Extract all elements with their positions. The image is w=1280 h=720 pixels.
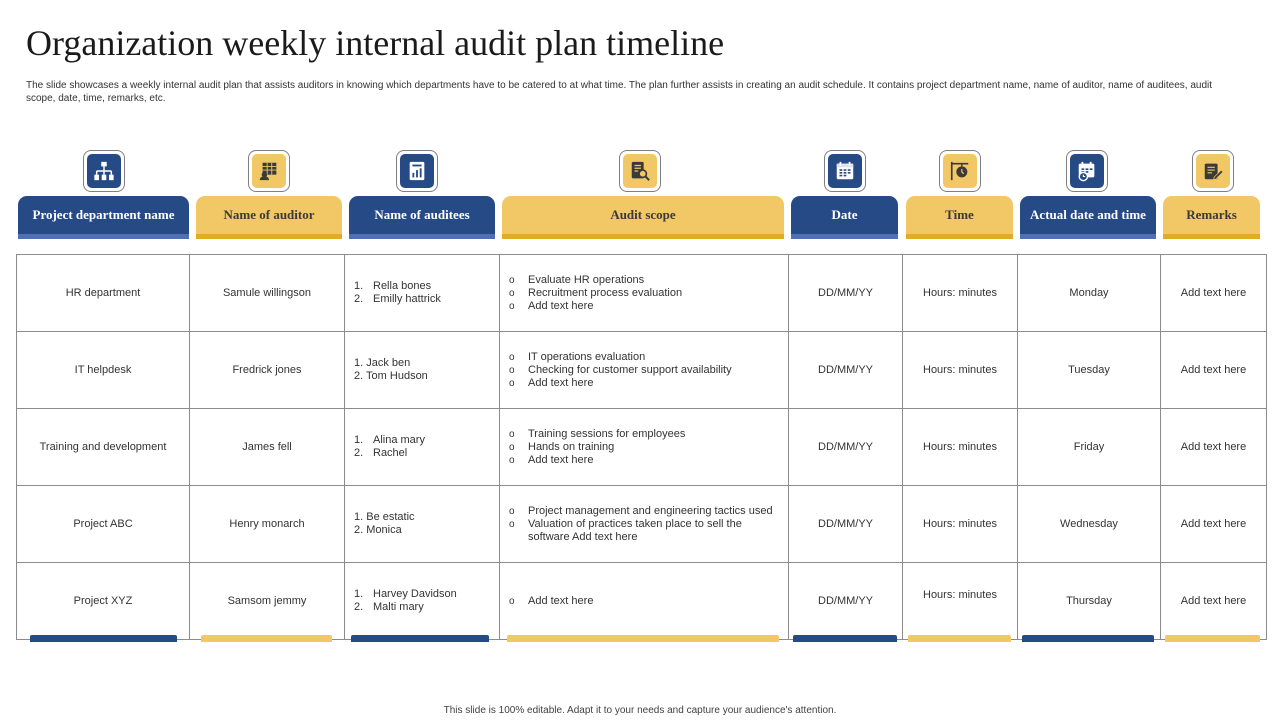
remarks-cell: Add text here xyxy=(1161,486,1267,563)
column-header-remarks: Remarks xyxy=(1163,196,1260,239)
scope-item: o Add text here xyxy=(509,453,594,466)
scope-item: o Add text here xyxy=(509,376,594,389)
scope-item: o Add text here xyxy=(509,299,594,312)
auditees-cell xyxy=(345,486,500,563)
column-footer-bar xyxy=(351,635,489,642)
column-footer-bar xyxy=(1165,635,1260,642)
auditees-cell xyxy=(345,563,500,640)
audit-scope-cell xyxy=(500,255,789,332)
column-header-auditees: Name of auditees xyxy=(349,196,495,239)
auditee-item: 2. Monica xyxy=(354,524,402,536)
date-cell: DD/MM/YY xyxy=(789,563,903,640)
clock-signboard-icon xyxy=(939,150,981,192)
auditee-item: 2. Malti mary xyxy=(354,601,424,613)
scope-item: o Project management and engineering tactics used xyxy=(509,504,773,517)
audit-scope-cell xyxy=(500,486,789,563)
auditor-cell: Samsom jemmy xyxy=(190,563,345,640)
auditees-cell xyxy=(345,332,500,409)
table-row xyxy=(17,486,1267,563)
auditee-item: 2. Emilly hattrick xyxy=(354,293,441,305)
audit-scope-cell xyxy=(500,563,789,640)
document-search-icon xyxy=(619,150,661,192)
department-cell: HR department xyxy=(17,255,190,332)
audit-scope-cell xyxy=(500,409,789,486)
department-cell: IT helpdesk xyxy=(17,332,190,409)
auditees-cell xyxy=(345,255,500,332)
time-cell: Hours: minutes xyxy=(903,486,1018,563)
column-header-audit-scope: Audit scope xyxy=(502,196,784,239)
auditor-cell: James fell xyxy=(190,409,345,486)
auditor-cell: Fredrick jones xyxy=(190,332,345,409)
remarks-cell: Add text here xyxy=(1161,563,1267,640)
remarks-cell: Add text here xyxy=(1161,409,1267,486)
time-cell: Hours: minutes xyxy=(903,332,1018,409)
column-footer-bar xyxy=(201,635,332,642)
department-cell: Project XYZ xyxy=(17,563,190,640)
calendar-icon xyxy=(824,150,866,192)
bar-chart-document-icon xyxy=(396,150,438,192)
scope-item: o Evaluate HR operations xyxy=(509,273,645,286)
spreadsheet-user-icon xyxy=(248,150,290,192)
auditee-item: 1. Alina mary xyxy=(354,434,425,446)
column-header-date: Date xyxy=(791,196,898,239)
auditee-item: 2. Rachel xyxy=(354,447,408,459)
date-cell: DD/MM/YY xyxy=(789,409,903,486)
column-footer-bar xyxy=(507,635,779,642)
column-footer-bar xyxy=(1022,635,1154,642)
column-header-actual-date-time: Actual date and time xyxy=(1020,196,1156,239)
department-cell: Project ABC xyxy=(17,486,190,563)
department-cell: Training and development xyxy=(17,409,190,486)
page-subtitle: The slide showcases a weekly internal audit plan that assists auditors in knowing which departments have to be catered to at what time. The plan further assists in creating an audit schedule. It contains project department name, name of auditor, name of auditees, audit scope, date, time, remarks, etc. xyxy=(26,80,1213,104)
column-header-project-department: Project department name xyxy=(18,196,189,239)
footer-note: This slide is 100% editable. Adapt it to your needs and capture your audience's attention. xyxy=(443,705,837,716)
auditor-cell: Henry monarch xyxy=(190,486,345,563)
actual-date-cell: Friday xyxy=(1018,409,1161,486)
auditee-item: 1. Be estatic xyxy=(354,511,415,523)
org-chart-icon xyxy=(83,150,125,192)
column-footer-bar xyxy=(30,635,177,642)
page-title: Organization weekly internal audit plan timeline xyxy=(26,23,725,63)
table-row xyxy=(17,332,1267,409)
time-cell: Hours: minutes xyxy=(903,255,1018,332)
calendar-clock-icon xyxy=(1066,150,1108,192)
date-cell: DD/MM/YY xyxy=(789,332,903,409)
auditor-cell: Samule willingson xyxy=(190,255,345,332)
table-row xyxy=(17,409,1267,486)
auditee-item: 2. Tom Hudson xyxy=(354,370,428,382)
column-footer-bar xyxy=(908,635,1011,642)
scope-item: o Checking for customer support availability xyxy=(509,363,732,376)
audit-plan-table xyxy=(16,254,1267,640)
column-header-auditor: Name of auditor xyxy=(196,196,342,239)
table-row xyxy=(17,563,1267,640)
column-footer-bar xyxy=(793,635,897,642)
column-header-time: Time xyxy=(906,196,1013,239)
scope-item: o IT operations evaluation xyxy=(509,350,646,363)
actual-date-cell: Tuesday xyxy=(1018,332,1161,409)
auditee-item: 1. Jack ben xyxy=(354,357,411,369)
audit-scope-cell xyxy=(500,332,789,409)
date-cell: DD/MM/YY xyxy=(789,255,903,332)
time-cell: Hours: minutes xyxy=(903,563,1018,640)
actual-date-cell: Thursday xyxy=(1018,563,1161,640)
date-cell: DD/MM/YY xyxy=(789,486,903,563)
auditees-cell xyxy=(345,409,500,486)
actual-date-cell: Monday xyxy=(1018,255,1161,332)
notepad-pencil-icon xyxy=(1192,150,1234,192)
scope-item: o Training sessions for employees xyxy=(509,427,686,440)
remarks-cell: Add text here xyxy=(1161,255,1267,332)
scope-item: o Recruitment process evaluation xyxy=(509,286,683,299)
scope-item: o Hands on training xyxy=(509,440,615,453)
auditee-item: 1. Harvey Davidson xyxy=(354,588,457,600)
time-cell: Hours: minutes xyxy=(903,409,1018,486)
scope-item: o Add text here xyxy=(509,594,594,607)
actual-date-cell: Wednesday xyxy=(1018,486,1161,563)
scope-item: o Valuation of practices taken place to sell the software Add text here xyxy=(509,517,742,543)
table-row xyxy=(17,255,1267,332)
auditee-item: 1. Rella bones xyxy=(354,280,432,292)
remarks-cell: Add text here xyxy=(1161,332,1267,409)
